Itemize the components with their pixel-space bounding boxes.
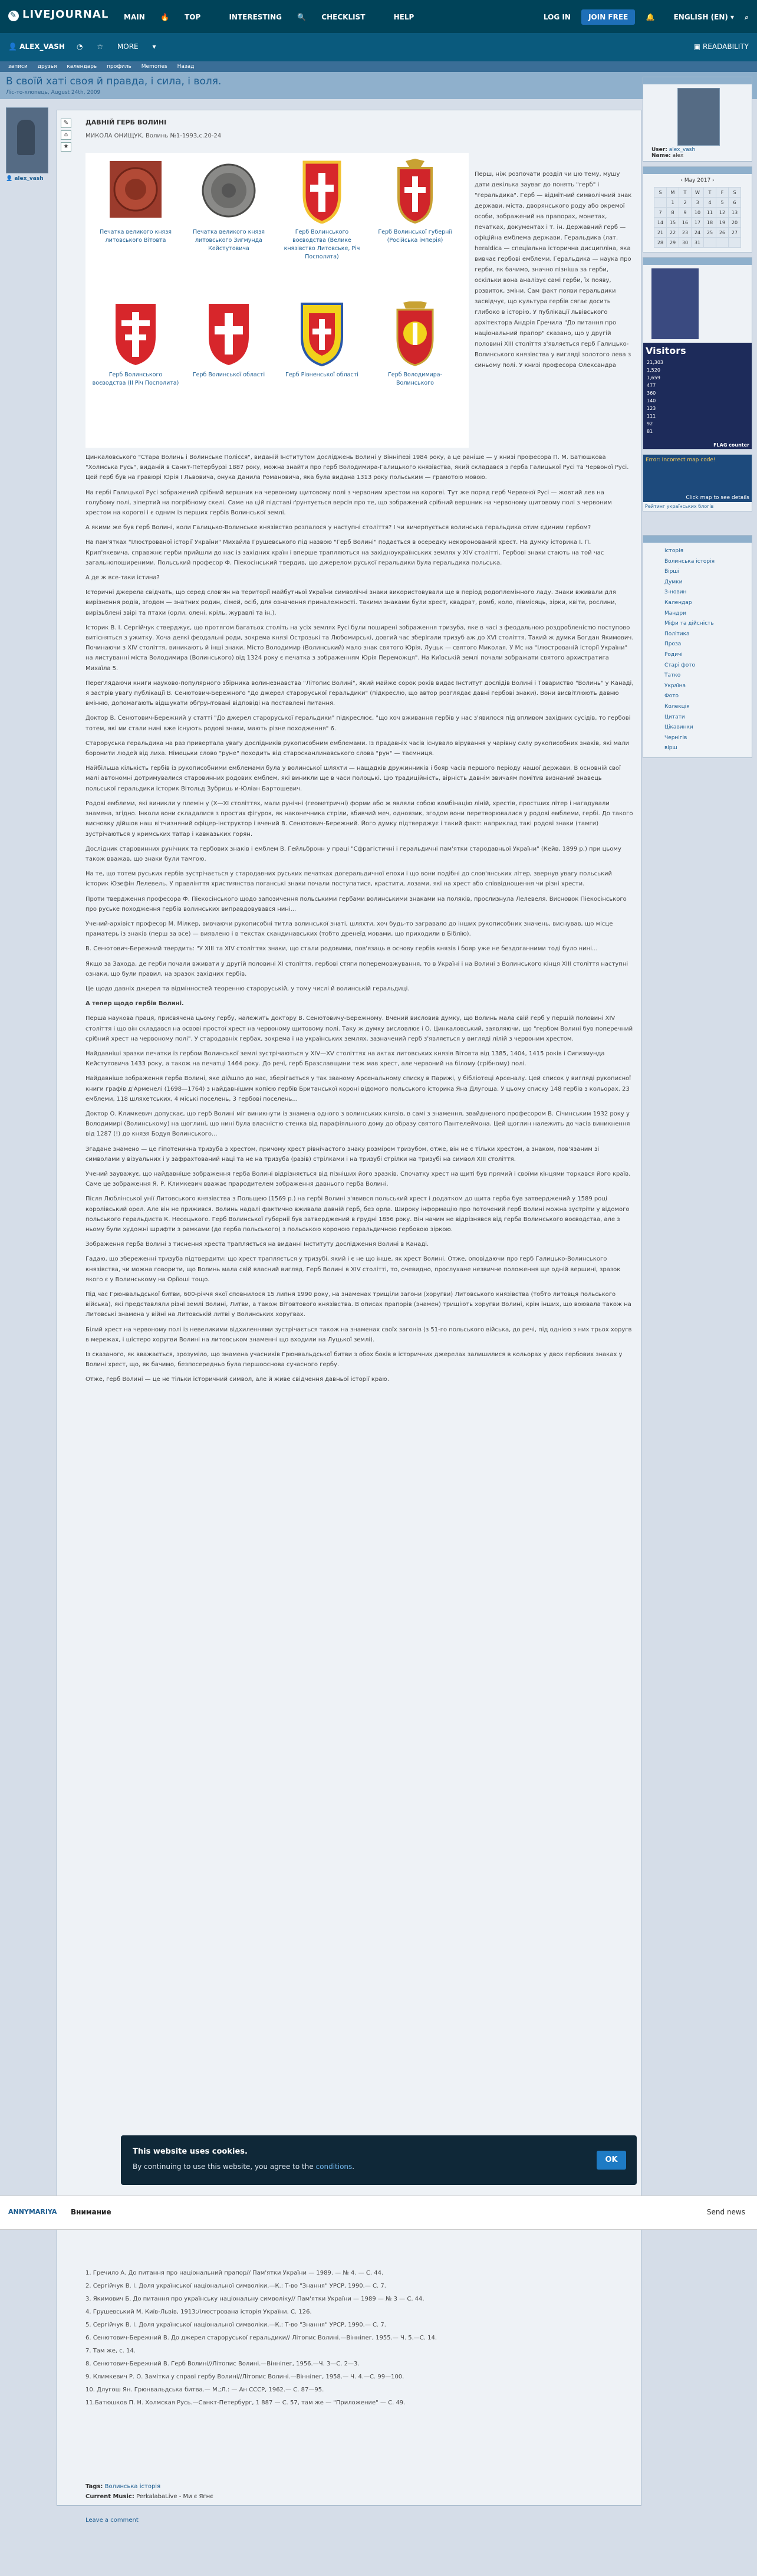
nav-top[interactable]: 🔥 TOP	[160, 13, 201, 21]
tag-link[interactable]: вірш	[664, 745, 677, 752]
footnotes	[85, 2268, 634, 2411]
visitor-count: 140	[647, 398, 656, 403]
tag-link[interactable]: Політика	[664, 631, 690, 637]
sidebar	[643, 77, 752, 763]
visitor-count: 123	[647, 406, 656, 411]
footnote: 8. Сенютович-Бережний В. Герб Волині//Літопис Волині.—Вінніпег, 1956.—Ч. 3—С. 2—3.	[85, 2361, 360, 2367]
tag-link[interactable]: Волинська історія	[104, 2483, 161, 2490]
visitors-widget	[643, 257, 752, 449]
paragraph: Найбільша кількість гербів із рукописобними емблемами була у волинської шляхти — нащадків дружинників і бояр часів першого періоду нашої держави. В основній свої малі автономні дотримувалися старовинних родових емблем, які виникли ще в часи полоцькі. Цю традиційність, вірність давнім звичаям помітив визнаний знавець польської геральдики історик Вітольд Зубриць и-Юліан Бартошевич.	[85, 765, 621, 792]
current-music: PerkalabaLive - Ми є Ягнє	[136, 2493, 213, 2500]
emblem-caption: Герб Волинського воєводства (II Річ Посполита)	[92, 372, 179, 386]
journal-subbar	[0, 33, 757, 61]
footnote: 7. Там же, с. 14.	[85, 2348, 136, 2354]
tags-label: Tags:	[85, 2483, 103, 2490]
emblem-caption: Герб Рівненської області	[285, 372, 358, 378]
top-navigation-bar	[0, 0, 757, 33]
tag-link[interactable]: Цікавинки	[664, 724, 693, 731]
seal-zygmunt-image	[202, 159, 256, 224]
visitor-count: 21,303	[647, 360, 663, 365]
tag-icon[interactable]: ⌂	[61, 130, 71, 140]
friend-icon[interactable]: ◔	[77, 42, 83, 51]
link-profile[interactable]: профиль	[107, 64, 131, 70]
paragraph: Найдавніше зображення герба Волині, яке дійшло до нас, зберігається у так званому Арсенальному списку в Парижі, у бібліотеці Арсеналу. Цей список у вигляді рукописної книги графів д'Арменелі (1698—1764) з найдавнішим копією гербів Британської короні відомого польського історика Яна Длугоша. У цьому списку 148 гербів з кольорах. 23 емблеми, 118 шляхетських, 4 міські поселень, 3 гербові поселень...	[85, 1075, 631, 1102]
ad-author-link[interactable]: ANNYMARIYA	[8, 2208, 57, 2216]
tag-link[interactable]: Вірші	[664, 569, 680, 575]
paragraph: Зображення герба Волині з тиснення хреста трапляється на виданні Інституту дослідження Волині в Канаді.	[85, 1241, 429, 1248]
link-friends[interactable]: друзья	[37, 64, 57, 70]
edit-icon[interactable]: ✎	[61, 119, 71, 128]
profile-avatar[interactable]	[677, 88, 720, 146]
flag-counter-label: FLAG counter	[713, 442, 749, 448]
paragraph: Цинкаловського "Стара Волинь і Волинське Полісся", виданій Інститутом досліджень Волині у Вінніпезі 1984 року, а це раніше — у книзі професора П. М. Батюшкова "Холмська Русь", виданій в Санкт-Петербурзі 1887 року, можна знайти про герб Володимира-Галицького князівства, який складався з герба Галицької Русі та Червоної Русі. Цей герб був на гравюрі Юрія І Львовича, онука Данила Романовича, яка була видана 1313 року польським — грамотою мовою.	[85, 454, 629, 481]
cookie-ok-button[interactable]: OK	[597, 2151, 626, 2170]
tag-link[interactable]: Волинська історія	[664, 558, 715, 565]
login-link[interactable]: LOG IN	[543, 13, 571, 21]
profile-box	[643, 77, 752, 162]
paragraph: На гербі Галицької Русі зображений срібний вершник на червоному щитовому полі з червоним хрестом на корогві. Тут же поряд герб Червоної Русі — жовтий лев на голубому полі, зіпертий на погрібному скелі. Саме на цій підставі ґрунтується версія про те, що зображений срібний вершник на червоному щитовому полі з червоним хрестом на корогві і є одним із перших гербів Волинської землі.	[85, 489, 612, 517]
volyn-oblast-arms-image	[202, 301, 256, 366]
paragraph: На те, що тотем руських гербів зустрічається у стародавних руських печатках догеральдичної епохи і що вони подібні до слов'янських літер, звернув увагу польський історик Юзефін Лелевель. У правлінття християнства поганські знаки почали поступатися, крастити, лозами, які на хрест або співвідношення чи різні хрести.	[85, 871, 613, 888]
visitor-count: 1,659	[647, 375, 660, 380]
user-icon: 👤	[8, 42, 17, 51]
livejournal-logo[interactable]: ✎ LIVEJOURNAL	[8, 8, 108, 21]
emblem-caption: Герб Волинської області	[192, 372, 265, 378]
paragraph: Історичні джерела свідчать, що серед слов'ян на території майбутньої України символічні знаки використовували ще в період родоплемінного ладу. Знаки вживали для вирізнення родів, згодом — знатних родин, сімей, осіб, для означення приналежності. Такими знаками були хрест, квадрат, ромб, коло, півмісяць, зірки, квіти, рослини, вирізьблені звірі та птахи (орли, олені, кріль, журавлі та ін.).	[85, 589, 617, 616]
cookie-conditions-link[interactable]: conditions	[315, 2162, 353, 2171]
paragraph: Найдавніші зразки печатки із гербом Волинської землі зустрічаються у XIV—XV століттях на актах литовських князів Вітовта від 1385, 1404, 1415 років і Сигизмунда Кейстутовича 1433 року, а також на печатці 1464 року. До речі, герб Бразславщини теж мав хрест, але червоний на білому (срібному) полі.	[85, 1050, 605, 1068]
paragraph: Родові емблеми, які виникли у племін у (X—XI століттях, мали рунічні (геометричні) форми або ж являли собою комбінацію ліній, хрестів, простших літер і нагадували знамена, згідно. Інколи вони складалися з простих фігурок, як наконечника стріли, вбивчий меч, одноязик, згодом вони перетворювалися у родові емблеми, гербі. До такого висновку дійшов наш вітчизняний офіцеp-інструктор і вчений В. Сенютович-Бережний. Його думку підтверджує і такий факт: наприклад такі родові знаки (тамги) зустрічаються у кримських татар і кавказьких горян.	[85, 800, 633, 838]
emblem-card	[91, 159, 180, 245]
paragraph: Учений зауважує, що найдавніше зображення герба Волині відрізняється від пізніших його зразків. Спочатку хрест на щиті був прямий і своїми кінцями торкався його країв. Саме це зображення Я. Р. Климкевич вважає прародителем зображення давнього герба Волині.	[85, 1170, 631, 1188]
article-body	[85, 452, 634, 1390]
fire-icon: 🔥	[160, 13, 169, 21]
send-news-link[interactable]: Send news	[706, 2208, 745, 2216]
widget-banner[interactable]	[651, 268, 699, 339]
pen-icon: ✎	[8, 11, 19, 21]
journal-subtitle: Ліс-то-хлопець, August 24th, 2009	[6, 90, 101, 96]
journal-links-bar	[0, 61, 757, 72]
paragraph: Проти твердження професора Ф. Піекосінського щодо запозичення польськими гербами волинськими знаками на поляків, прослизнула Лелевеля. Висновок Піекосінського про руське походження гербів волинських виправдовувався нині...	[85, 895, 627, 913]
tag-link[interactable]: Міфи та дійсність	[664, 621, 714, 627]
map-widget	[643, 454, 752, 511]
tag-link[interactable]: Чернігів	[664, 734, 687, 741]
tag-link[interactable]: Проза	[664, 641, 682, 648]
cookie-body: By continuing to use this website, you agree to the conditions.	[133, 2162, 355, 2171]
footnote: 4. Грушевський М. Київ-Львів, 1913;/Ілюстрована історія України. С. 126.	[85, 2309, 312, 2315]
paragraph: Гадаю, що збереженні тризуба підтвердити: що хрест трапляється у тризубі, який і є не що інше, як хрест Волині. Отже, оповідаючи про герб Галицько-Волинського князівства, чи можна говорити, що Волинь мала свій власний вигляд. Герб Волині в XIV столітті, то, очевидно, прослухане незвичне положення ще одній вершині, зразок якого є у Волинському на Оріїоші тощо.	[85, 1256, 621, 1283]
emblem-card	[185, 159, 273, 253]
main-nav	[124, 13, 427, 21]
world-map[interactable]: Error: Incorrect map code! Click map to see details	[643, 455, 752, 502]
top-right-actions	[535, 9, 749, 25]
volyn-voivodeship-ii-rp-arms-image	[108, 301, 163, 366]
profile-user: User: alex_vash	[651, 147, 696, 153]
section-heading: А тепер щодо гербів Волині.	[85, 1000, 184, 1008]
emblem-card	[371, 301, 459, 388]
paragraph: На пам'ятках "Ілюстрованої історії України" Михайла Грушевського під назвою "Герб Волині" подається в осередку некоронований хрест. На думку історика І. П. Крип'якевича, справжнє герби прийшли до нас із західних країн і впершe трапляються на західноукраїнських землях у XIV столітті. Гербові знаки стають на той час загальнопоширеними. Польський професор Ф. Піекосінський твердив, що джерелом руської геральдики була геральдика польська.	[85, 539, 604, 566]
tag-link[interactable]: Мандри	[664, 610, 686, 616]
user-icon: 👤	[6, 176, 13, 182]
cookie-banner	[121, 2135, 637, 2185]
link-memories[interactable]: Memories	[141, 64, 167, 70]
subscribe-icon[interactable]: ☆	[97, 42, 104, 51]
tag-link[interactable]: Історія	[664, 548, 683, 554]
footnote: 10. Длугош Ян. Грюнвальдська битва.— М.;Л.: — Ан СССР, 1962.— С. 87—95.	[85, 2387, 324, 2393]
emblem-caption: Печатка великого князя литовського Вітовта	[99, 229, 172, 244]
box-header	[643, 536, 752, 543]
footnote: 3. Якимович Б. До питання про українську національну символіку// Пам'ятки України — 1989 — № 3 — С. 44.	[85, 2296, 424, 2302]
journal-user[interactable]: 👤 ALEX_VASH	[8, 42, 65, 51]
tag-link[interactable]: Старі фото	[664, 662, 696, 668]
volodymyr-volynskyi-arms-image	[388, 301, 442, 366]
paragraph: Після Люблінської унії Литовського князівства з Польщею (1569 р.) на гербі Волині з'явився польський хрест і додатком до щита герба був затверджений у 1589 році королівський орел. Але він не прижився. Волинь надалі фактично вживала давній герб, без орла. Широку інформацію про поточений герб Волині можна зустріти у відомого польського геральдиста К. Несецького. Герб Волинської губернії був затверджений в грудні 1856 року. Він начим не відрізнявся від герба Волинського воєводства, але з ньому були художні шрифти з рамками (до герба польського) з польською короною геральдичною гербовою зіркою.	[85, 1196, 630, 1233]
visitor-count: 360	[647, 390, 656, 396]
footnote: 6. Сенютович-Бережний В. До джерел староруської геральдики// Літопис Волині.—Вінніпег, 1955.— Ч. 5.—С. 14.	[85, 2335, 437, 2341]
tag-link[interactable]: Татко	[664, 672, 681, 679]
link-back[interactable]: Назад	[177, 64, 195, 70]
tag-link[interactable]: Календар	[664, 599, 692, 606]
tag-link[interactable]: Колекція	[664, 703, 690, 710]
paragraph: Це щодо давніх джерел та відмінностей теоренню староруській, у тому числі й волинській геральдиці.	[85, 985, 410, 992]
entry-title: ДАВНІЙ ГЕРБ ВОЛИНІ	[85, 119, 167, 126]
box-header	[643, 167, 752, 174]
link-entries[interactable]: записи	[8, 64, 28, 70]
tag-link[interactable]: Фото	[664, 693, 679, 700]
language-selector[interactable]: ENGLISH (EN) ▾	[673, 12, 735, 22]
bell-icon[interactable]: 🔔	[646, 13, 655, 21]
calendar-box	[643, 166, 752, 252]
music-label: Current Music:	[85, 2493, 134, 2500]
volyn-gubernia-arms-image	[388, 159, 442, 224]
emblem-card	[91, 301, 180, 388]
visitor-count: 477	[647, 383, 656, 388]
visitor-count: 81	[647, 429, 653, 434]
nav-interesting[interactable]: INTERESTING	[229, 13, 282, 21]
journal-actions	[77, 42, 167, 51]
tag-link[interactable]: Родичі	[664, 651, 683, 658]
nav-checklist[interactable]: 🔍 CHECKLIST	[297, 13, 366, 21]
paragraph: Із сказаного, як вважається, зрозуміло, що знамена учасників Грюнвальдської битви з обох боків в історичних джерелах залишилися в кольорах у двох гербових знаках у Волині хрест, що, як бачимо, безпосередньо була першооснова сучасного гербу.	[85, 1351, 623, 1369]
visitor-count: 1,520	[647, 367, 660, 373]
profile-name: Name: alex	[651, 153, 684, 159]
emblems-panel	[85, 153, 469, 448]
paragraph: В. Сенютович-Бережний твердить: "У XIII та XIV століттях знаки, що стали родовими, пов'язаць в основу гербів князів і бояр уже не бездоганними тоді було нині...	[85, 946, 598, 953]
journal-title: В своїй хаті своя й правда, і сила, і воля.	[6, 76, 222, 87]
intro-text: Перш, ніж розпочати розділ чи цю тему, мушу дати декілька зауваг до понять "герб" і "геральдика". Герб — відмітний символічний знак держави, міста, дворянського роду або окремої особи, зображений на прапорах, монетах, печатках, документах і т. ін. Державний герб — офіційна емблема держави. Геральдика (лат. heraldica — спеціальна історична дисципліна, яка вивчає гербові емблеми. Геральдика — наука про герби, як бачимо, значно пізніша за герби, оскільки вона аналізує самі герби, їх появу, розвиток, зміни. Сам факт появи геральдики засвідчує, що культура гербів сягає досить глибоко в історію. У публікації львівського архітектора Андрія Гречила "До питання про національний прапор" сказано, що у другій половині XIII століття з'являється герб Галицько-Волинського князівства у вигляді золотого лева з синьому полі. У книзі професора Олександра	[475, 171, 632, 369]
volyn-voivodeship-arms-image	[295, 159, 349, 224]
readability-icon: ▣	[693, 42, 701, 51]
paragraph: Отже, герб Волині — це не тільки історичний символ, але й живе свідчення давньої історії краю.	[85, 1376, 389, 1383]
box-header	[643, 77, 752, 84]
paragraph: Доктор В. Сенютович-Бережний у статті "До джерел староруської геральдики" підкреслює, "що хоч вживання гербів у нас з'явилося під впливом західних сусідів, то гербові тотем, які ми стали нині вже існують родові знаки, мають різне походження" 6.	[85, 715, 631, 732]
join-free-button[interactable]: JOIN FREE	[581, 9, 635, 25]
entry-author-line: МИКОЛА ОНИЩУК, Волинь №1-1993,с.20-24	[85, 133, 222, 139]
author-username[interactable]: 👤 alex_vash	[6, 176, 44, 182]
tag-link[interactable]: З-новин	[664, 589, 687, 596]
tag-link[interactable]: Думки	[664, 579, 683, 585]
paragraph: Староруська геральдика на раз привертала увагу дослідників рукописобним емблемами. Із прадавніх часів існувало вірування у чарівну силу рукописобних знаків, які мали боронити людей від лиха. Німецьки слово "руне" походить від старосканлинавського слова "рун" — таємниця.	[85, 740, 630, 757]
bottom-ad-bar	[0, 2196, 757, 2230]
tag-link[interactable]: Україна	[664, 682, 686, 689]
paragraph: Якщо за Захода, де герби почали вживати у другій половині XI століття, гербові стяги поперемовжування, то в Україні і на Волині з Волинського кінця XIII століття наступні ознаки, що були правил, на зразок західних гербів.	[85, 960, 628, 977]
nav-main[interactable]: MAIN	[124, 13, 145, 21]
blog-rating-link[interactable]: Рейтинг українських блогів	[645, 504, 714, 509]
checklist-icon: 🔍	[297, 13, 307, 21]
cookie-title: This website uses cookies.	[133, 2147, 248, 2156]
box-header	[643, 258, 752, 265]
entry-author-column	[6, 107, 52, 190]
footnote: 2. Сергійчук В. І. Доля української національної символіки.—К.: Т-во "Знання" УРСР, 1990.— С. 7.	[85, 2283, 386, 2289]
leave-comment-link[interactable]: Leave a comment	[85, 2517, 139, 2524]
rivne-oblast-arms-image	[295, 301, 349, 366]
paragraph: А якими же був герб Волині, коли Галицько-Волинське князівство розпалося у наступні століття? І чи вичерпується волинська геральдика отим єдиним гербом?	[85, 524, 591, 531]
entry-tools	[61, 119, 71, 154]
calendar-grid: S M T W T F S 1 2 3 4 5 6 7 8 9 10 11 12 13 14 15 16 17 18 19 20 21 22 23 24 25 26 27 28 29 30 31	[654, 187, 741, 248]
emblem-caption: Печатка великого князя литовського Зигмунда Кейстутовича	[192, 229, 265, 252]
paragraph: Згадане знамено — це гіпотенична тризуба з хрестом, причому хрест рівнічастого знаку розміром тризубом, отже, він не є тільки хрестом, а знаком, пов'язаним зі символами у візуальних і у зафрахтований наці та не на тризуба (разів) стрілками і на тризубі стрілки на тризубі на символ XIII століття.	[85, 1146, 600, 1163]
emblem-card	[278, 159, 366, 261]
emblem-card	[185, 301, 273, 379]
paragraph: Переглядаючи книги науково-популярного збірника волинезнавства "Літопис Волині", який майже сорок років видає Інститут дослідів Волині і Товариство "Волинь" у Канаді, я застрів увагу публікації В. Сенютович-Бережного "До джерел староруської геральдики" (підкреслю, що автор розглядає давні гербові знаки). Вони висвітлюють давню вмінню, допомагають відшукати обґрунтовані відповіді на поставлені питання.	[85, 680, 634, 707]
paragraph: Білий хрест на червоному полі із невеликими відхиленнями зустрічається також на знаменах своїх загонів (з 51-го польського війська, до речі, під однією з них трьох хоругв в мережах, і шістеро хоругви Волині на литовськом знаменні що входили на Луцької землі).	[85, 1326, 632, 1343]
visitor-count: 111	[647, 414, 656, 419]
paragraph: Доктор О. Климкевич допускає, що герб Волині міг виникнути із знамена одного з волинських князів, в самі з знамення, звайдненого професором В. Січинським 1932 року у Володимирі (Волинському) на щоглині, що нині була власністю стенка від парафіяльного дому до образу святого Пантелеймона. Цей щоглин належить до часів виникнення від 1287 (!) до князя Бодуя Волинського...	[85, 1110, 630, 1138]
emblem-caption: Герб Володимира-Волинського	[387, 372, 443, 386]
footnote: 1. Гречило А. До питання про національний прапор// Пам'ятки України — 1989. — № 4. — С. 44.	[85, 2270, 384, 2276]
emblem-caption: Герб Волинської губернії (Російська імперія)	[378, 229, 452, 244]
footnote: 5. Сергійчук В. І. Доля української національної символіки.—К.: Т-во "Знання" УРСР, 1990.— С. 7.	[85, 2322, 386, 2328]
paragraph: Дослідник старовинних рунічних та гербових знаків і емблем В. Гейльбронн у праці "Сфрагістичні і геральдичні пам'ятки стародавньої України" (Кейв, 1899 р.) при цьому також вважав, що знаки були тамгою.	[85, 845, 621, 862]
seal-vytautas-image	[108, 159, 163, 224]
tags-box	[643, 535, 752, 758]
visitor-count: 92	[647, 421, 653, 426]
search-icon[interactable]: ⌕	[745, 12, 749, 21]
paragraph: А де ж все-таки істина?	[85, 575, 160, 582]
flag-counter[interactable]: Visitors 21,303 1,520 1,659 477 360 140 123 111 92 81 FLAG counter	[643, 343, 752, 449]
avatar[interactable]	[6, 107, 48, 173]
emblem-caption: Герб Волинського воєводства (Велике князівство Литовське, Річ Посполита)	[284, 229, 360, 260]
tag-list	[643, 543, 752, 757]
calendar-month[interactable]: ‹ May 2017 ›	[680, 178, 715, 183]
page-footer	[0, 2536, 757, 2576]
nav-help[interactable]: HELP	[393, 13, 414, 21]
link-calendar[interactable]: календарь	[67, 64, 97, 70]
more-menu[interactable]: MORE ▾	[117, 42, 156, 51]
paragraph: Перша наукова праця, присвячена цьому гербу, належить доктору В. Сенютовичу-Бережному. Вчений висловив думку, що Волинь мала свій герб у першій половині XIV століття і що він складався на освові простої хрест на червоному щитовому полі. Таку ж думку висловлює і О. Цинкаловський, заявляючи, що "гербом Волині був поперечний срібний хрест на червоному полі". У стародавніх гербах, зокрема і на українських землях, зазначений герб з'являється у вигляді лілій з червоним хрестом.	[85, 1015, 633, 1042]
paragraph: Під час Грюнвальдської битви, 600-річчя якої сповнилося 15 липня 1990 року, на знаменах трищіли загони (хоругви) Литовського князівства (тобто литовця польського війська), які представляли різні землі Волині, Литви, а також Вітовтового князівства. В описах прапорів (знамен) трищіють хоругви Волині, крім інших, що воювала також на Литовські знамена у війні на Литовській литві у Волинських хоругвах.	[85, 1291, 631, 1318]
paragraph: Історик В. І. Сергійчук стверджує, що протягом багатьох століть на усіх землях Русі були поширені зображення тризуба, яке в часі з феодальною роздробленістю поступово витісняться з ужитку. Хоча деякі феодальні роди, зокрема князі Острозькі та Любомирські, довгий час зберігали тризуб аж до XVI століття. Такий ж думки Богдан Якимович. Починаючи з XIV століття, виникають й інші знаки. Місто Володимир (Волинський) мало знак святого Юрія, Луцьк — святого Миколая. У Мс на "Ілюстрованій історії України" на листуванні міста Володимира (Волинського) від 1324 року є печатка з зображенням Юрія Переможця". На Київській землі почали зображати святого архистратига Михаїла 5.	[85, 624, 634, 672]
footnote: 9. Климкевич Р. О. Замітки у справі гербу Волині//Літопис Волині.—Вінніпег, 1958.— Ч. 4.—С. 99—100.	[85, 2374, 404, 2380]
ad-headline[interactable]: Внимание	[71, 2208, 111, 2216]
tag-link[interactable]: Цитати	[664, 714, 685, 720]
readability-toggle[interactable]: ▣ READABILITY	[693, 42, 749, 51]
memory-icon[interactable]: ★	[61, 142, 71, 152]
footnote: 11.Батюшков П. Н. Холмская Русь.—Санкт-Петербург, 1 887 — С. 57, там же — "Приложение" — С. 49.	[85, 2400, 406, 2406]
paragraph: Учений-архівіст професор М. Мілкер, вивчаючи рукописобні титла волинської знаті, шляхти, хоч будь-то загравало до інших рукописобних значень, виснував, що місце праматерь із знаків (перш за все) — виявлено і в текстах скандинавських (тобто дренеїд мовами, що приходили в Біблію).	[85, 920, 613, 938]
emblem-card	[278, 301, 366, 379]
entry-meta	[85, 2482, 213, 2502]
emblem-card	[371, 159, 459, 245]
